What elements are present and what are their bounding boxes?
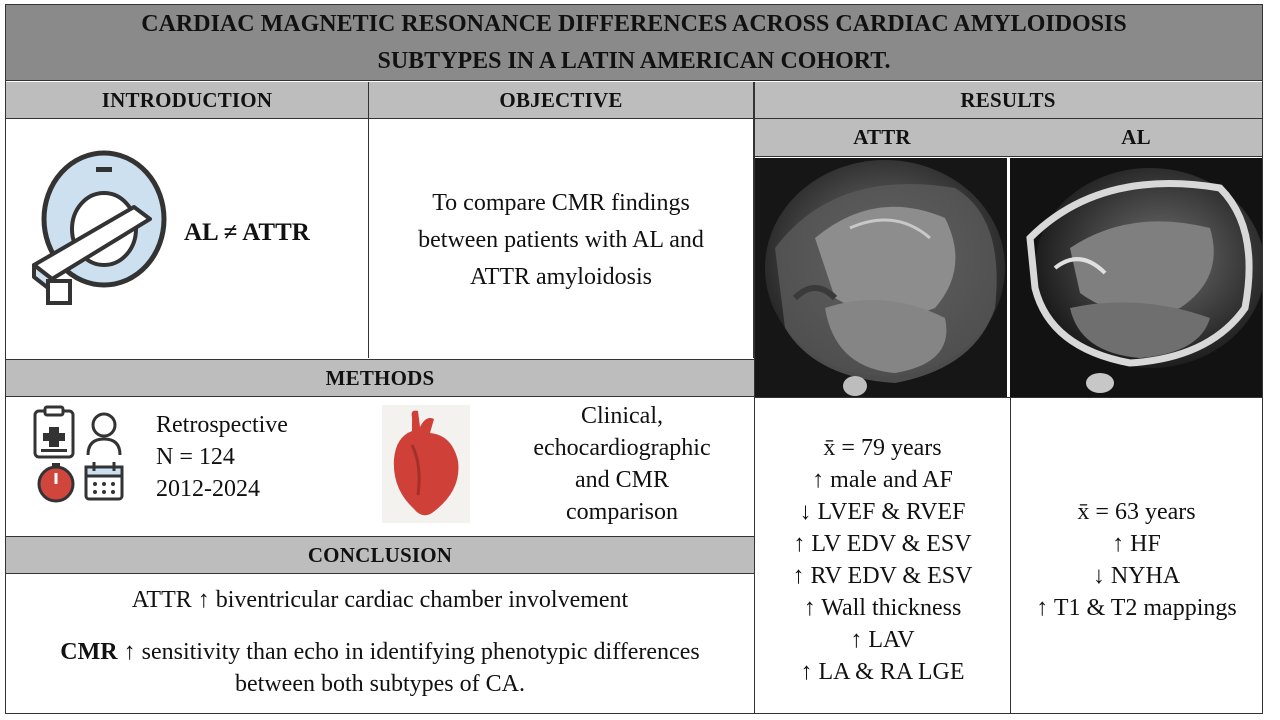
- poster-title: [5, 4, 1263, 81]
- conclusion-line-3: between both subtypes of CA.: [235, 671, 525, 697]
- introduction-header: INTRODUCTION: [6, 82, 369, 119]
- attr-item-7: ↑ LAV: [850, 627, 915, 653]
- attr-subheader: ATTR: [754, 119, 1010, 157]
- title-line-1: CARDIAC MAGNETIC RESONANCE DIFFERENCES ACROSS CARDIAC AMYLOIDOSIS: [141, 10, 1127, 37]
- attr-cmr-image: [755, 158, 1007, 397]
- objective-line-2: between patients with AL and: [418, 227, 704, 253]
- objective-line-1: To compare CMR findings: [432, 190, 690, 216]
- methods-cell: [6, 397, 754, 536]
- attr-item-2: ↑ male and AF: [812, 467, 953, 493]
- clipboard-medical-icon: [35, 407, 73, 457]
- results-header: RESULTS: [754, 82, 1262, 119]
- methods-line-1: Retrospective: [156, 412, 288, 438]
- attr-item-1: x̄ = 79 years: [823, 435, 942, 461]
- conclusion-line-1: ATTR ↑ biventricular cardiac chamber involvement: [131, 587, 629, 613]
- person-icon: [88, 414, 120, 455]
- stopwatch-icon: [39, 463, 73, 501]
- al-results: [1011, 398, 1262, 714]
- methods-design: [156, 409, 288, 505]
- methods-right-line-4: comparison: [566, 499, 678, 525]
- methods-comparison: [490, 399, 754, 529]
- al-item-3: ↓ NYHA: [1092, 563, 1181, 589]
- mri-scanner-icon: [26, 145, 176, 305]
- conclusion-line-2-rest: ↑ sensitivity than echo in identifying phenotypic differences: [117, 639, 700, 665]
- al-item-4: ↑ T1 & T2 mappings: [1036, 595, 1237, 621]
- attr-results: [755, 398, 1010, 714]
- methods-line-2: N = 124: [156, 444, 235, 470]
- al-subheader: AL: [1010, 119, 1262, 157]
- al-cmr-image: [1010, 158, 1262, 397]
- conclusion-cell: [6, 574, 754, 714]
- conclusion-header: CONCLUSION: [6, 536, 754, 574]
- al-item-2: ↑ HF: [1112, 531, 1161, 557]
- intro-text: AL ≠ ATTR: [184, 219, 310, 246]
- conclusion-line-2: [6, 636, 754, 668]
- conclusion-cmr-bold: CMR: [60, 639, 118, 665]
- al-item-1: x̄ = 63 years: [1077, 499, 1196, 525]
- methods-right-line-3: and CMR: [574, 467, 669, 493]
- calendar-icon: [86, 462, 122, 499]
- heart-icon: [382, 405, 470, 523]
- attr-item-5: ↑ RV EDV & ESV: [792, 563, 973, 589]
- attr-item-8: ↑ LA & RA LGE: [800, 659, 965, 685]
- methods-header: METHODS: [6, 359, 754, 397]
- methods-right-line-1: Clinical,: [581, 403, 663, 429]
- attr-item-4: ↑ LV EDV & ESV: [793, 531, 972, 557]
- title-line-2: SUBTYPES IN A LATIN AMERICAN COHORT.: [377, 47, 891, 74]
- methods-icons: [30, 405, 130, 505]
- introduction-cell: [6, 119, 369, 358]
- methods-line-3: 2012-2024: [156, 476, 260, 502]
- methods-right-line-2: echocardiographic: [533, 435, 711, 461]
- objective-line-3: ATTR amyloidosis: [469, 264, 652, 290]
- attr-item-3: ↓ LVEF & RVEF: [799, 499, 966, 525]
- attr-item-6: ↑ Wall thickness: [803, 595, 962, 621]
- objective-header: OBJECTIVE: [369, 82, 754, 119]
- objective-cell: [369, 119, 754, 358]
